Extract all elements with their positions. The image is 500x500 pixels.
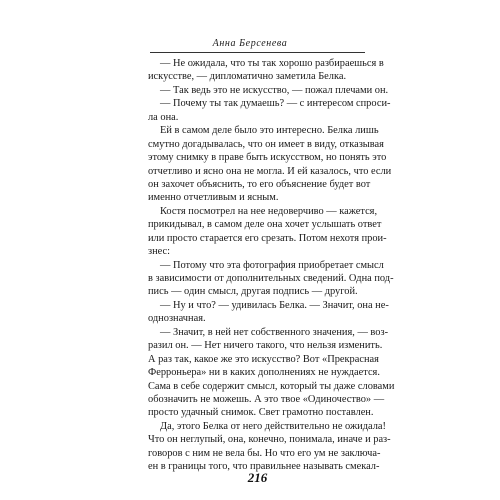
text-line: знес: bbox=[148, 246, 171, 258]
text-line: А раз так, какое же это искусство? Вот «Прекрасная bbox=[148, 353, 379, 365]
text-line: — Так ведь это не искусство, — пожал плечами он. bbox=[160, 84, 389, 96]
text-line: Ферроньера» ни в каких дополнениях не нуждается. bbox=[148, 367, 380, 379]
text-line: или просто старается его срезать. Потом нехотя прои- bbox=[148, 232, 387, 244]
text-line: — Потому что эта фотография приобретает смысл bbox=[160, 259, 384, 271]
text-line: этому снимку в праве быть искусством, но понять это bbox=[148, 152, 387, 164]
text-line: обозначить не можешь. А это твое «Одиночество» — bbox=[148, 393, 385, 405]
text-line: смутно догадывалась, что он имеет в виду, отказывая bbox=[148, 138, 384, 150]
text-line: — Ну и что? — удивилась Белка. — Значит, она не- bbox=[160, 299, 389, 311]
text-line: в зависимости от дополнительных сведений. Одна под- bbox=[148, 273, 394, 284]
text-line: Да, этого Белка от него действительно не ожидала! bbox=[160, 420, 386, 432]
page-number: 216 bbox=[247, 470, 268, 485]
text-line: разил он. — Нет ничего такого, что нельзя изменить. bbox=[148, 340, 383, 352]
text-line: он захочет объяснить, то его объяснение будет вот bbox=[148, 178, 371, 190]
text-line: Ей в самом деле было это интересно. Белка лишь bbox=[160, 125, 379, 137]
text-line: однозначная. bbox=[148, 313, 206, 325]
text-line: — Значит, в ней нет собственного значения, — воз- bbox=[160, 326, 389, 338]
text-line: Костя посмотрел на нее недоверчиво — кажется, bbox=[160, 205, 378, 217]
text-line: ла она. bbox=[148, 111, 179, 123]
text-line: прикидывал, в самом деле она хочет услышать ответ bbox=[148, 219, 382, 231]
text-line: — Почему ты так думаешь? — с интересом спроси- bbox=[160, 98, 391, 110]
text-line: — Не ожидала, что ты так хорошо разбираешься в bbox=[160, 58, 384, 69]
running-head: Анна Берсенева bbox=[212, 38, 288, 49]
text-line: отчетливо и ясно она не могла. И ей казалось, что если bbox=[148, 165, 392, 177]
text-line: просто удачный снимок. Свет грамотно поставлен. bbox=[148, 407, 374, 419]
text-line: искусстве, — дипломатично заметила Белка. bbox=[148, 71, 347, 83]
text-line: Что он неглупый, она, конечно, понимала, иначе и раз- bbox=[148, 434, 391, 446]
text-line: ен в границы того, что правильнее называть смекал- bbox=[148, 461, 380, 473]
text-line: пись — один смысл, другая подпись — другой. bbox=[148, 286, 358, 298]
text-line: именно отчетливым и ясным. bbox=[148, 192, 279, 204]
header-rule bbox=[150, 52, 365, 53]
text-line: говоров с ним не вела бы. Но что его ум не заключа- bbox=[148, 447, 381, 459]
text-line: Сама в себе содержит смысл, который ты даже словами bbox=[148, 380, 395, 392]
body-text bbox=[148, 57, 395, 474]
